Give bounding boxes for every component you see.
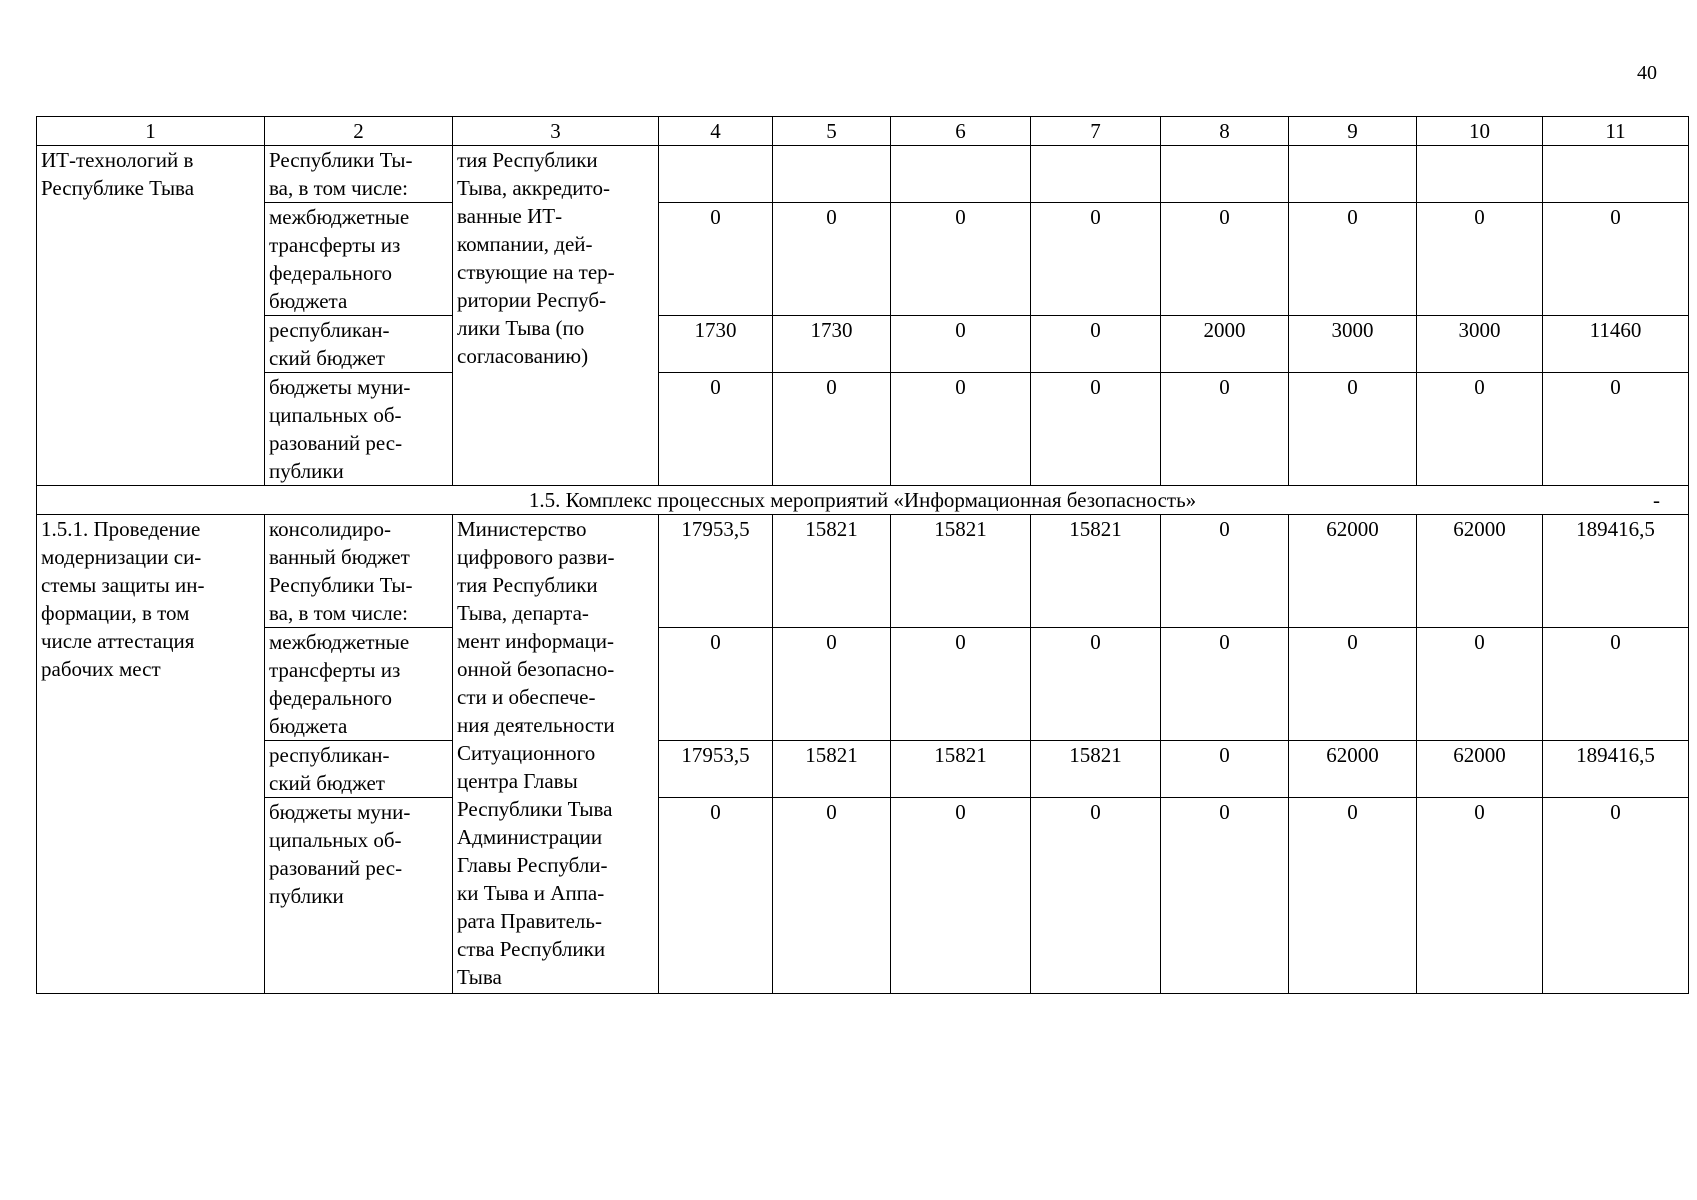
value-cell: 0 bbox=[1543, 798, 1689, 994]
value-cell: 0 bbox=[1289, 628, 1417, 741]
value-cell: 0 bbox=[659, 628, 773, 741]
header-cell: 11 bbox=[1543, 117, 1689, 146]
source-text: межбюджетные трансферты из федерального бюджета bbox=[269, 630, 410, 738]
source-text: консолидиро- ванный бюджет Республики Ты- ва, в том числе: bbox=[269, 517, 413, 625]
value-cell bbox=[891, 146, 1031, 203]
value-cell: 15821 bbox=[891, 741, 1031, 798]
value-cell: 0 bbox=[659, 203, 773, 316]
value-cell: 0 bbox=[891, 203, 1031, 316]
value-cell: 189416,5 bbox=[1543, 515, 1689, 628]
value-cell: 0 bbox=[773, 203, 891, 316]
value-cell: 0 bbox=[1031, 628, 1161, 741]
source-text: бюджеты муни- ципальных об- разований рес- публики bbox=[269, 800, 411, 908]
value-cell: 62000 bbox=[1289, 741, 1417, 798]
header-cell: 8 bbox=[1161, 117, 1289, 146]
table-row bbox=[37, 316, 1689, 373]
value-cell: 1730 bbox=[773, 316, 891, 373]
value-cell: 0 bbox=[659, 798, 773, 994]
value-cell: 0 bbox=[1417, 373, 1543, 486]
source-cell bbox=[265, 373, 453, 486]
table-row bbox=[37, 741, 1689, 798]
value-cell: 17953,5 bbox=[659, 741, 773, 798]
value-cell: 0 bbox=[1417, 628, 1543, 741]
header-cell: 6 bbox=[891, 117, 1031, 146]
value-cell: 0 bbox=[659, 373, 773, 486]
source-text: республикан- ский бюджет bbox=[269, 318, 390, 370]
section-title: 1.5. Комплекс процессных мероприятий «Информационная безопасность» bbox=[528, 488, 1197, 512]
measure-cell bbox=[37, 146, 265, 486]
source-cell bbox=[265, 741, 453, 798]
value-cell: 0 bbox=[1031, 373, 1161, 486]
value-cell: 0 bbox=[1161, 373, 1289, 486]
value-cell: 2000 bbox=[1161, 316, 1289, 373]
header-row bbox=[37, 117, 1689, 146]
table-row bbox=[37, 373, 1689, 486]
source-cell bbox=[265, 798, 453, 994]
value-cell: 0 bbox=[773, 798, 891, 994]
value-cell: 0 bbox=[1161, 628, 1289, 741]
budget-table bbox=[36, 116, 1689, 994]
source-cell bbox=[265, 316, 453, 373]
executor-cell bbox=[453, 146, 659, 486]
value-cell: 0 bbox=[891, 373, 1031, 486]
value-cell: 0 bbox=[1543, 373, 1689, 486]
value-cell: 0 bbox=[1031, 316, 1161, 373]
value-cell: 0 bbox=[1289, 798, 1417, 994]
value-cell: 3000 bbox=[1289, 316, 1417, 373]
value-cell: 15821 bbox=[1031, 515, 1161, 628]
table-row bbox=[37, 146, 1689, 203]
measure-cell bbox=[37, 515, 265, 994]
table-row bbox=[37, 628, 1689, 741]
header-cell: 1 bbox=[37, 117, 265, 146]
value-cell: 0 bbox=[891, 798, 1031, 994]
value-cell: 0 bbox=[1289, 203, 1417, 316]
value-cell bbox=[659, 146, 773, 203]
value-cell: 17953,5 bbox=[659, 515, 773, 628]
value-cell: 0 bbox=[773, 373, 891, 486]
value-cell bbox=[1031, 146, 1161, 203]
value-cell: 189416,5 bbox=[1543, 741, 1689, 798]
value-cell: 0 bbox=[1031, 798, 1161, 994]
value-cell: 0 bbox=[1417, 203, 1543, 316]
value-cell bbox=[1161, 146, 1289, 203]
value-cell: 0 bbox=[891, 628, 1031, 741]
value-cell: 62000 bbox=[1417, 741, 1543, 798]
header-cell: 4 bbox=[659, 117, 773, 146]
section-dash: - bbox=[1653, 488, 1660, 512]
source-text: Республики Ты- ва, в том числе: bbox=[269, 148, 413, 200]
section-row bbox=[37, 486, 1689, 515]
value-cell: 62000 bbox=[1417, 515, 1543, 628]
measure-text: ИТ-технологий в Республике Тыва bbox=[41, 148, 195, 200]
measure-text: 1.5.1. Проведение модернизации си- стемы защиты ин- формации, в том числе аттестация рабочих мест bbox=[41, 517, 205, 681]
value-cell: 0 bbox=[1161, 741, 1289, 798]
source-cell bbox=[265, 515, 453, 628]
value-cell: 0 bbox=[891, 316, 1031, 373]
value-cell: 0 bbox=[1161, 515, 1289, 628]
value-cell: 0 bbox=[1417, 798, 1543, 994]
table-row bbox=[37, 515, 1689, 628]
source-cell bbox=[265, 628, 453, 741]
header-cell: 3 bbox=[453, 117, 659, 146]
executor-text: тия Республики Тыва, аккредито- ванные ИТ- компании, дей- ствующие на тер- ритории Респуб- лики Тыва (по согласованию) bbox=[457, 148, 615, 368]
executor-text: Министерство цифрового разви- тия Республики Тыва, департа- мент информаци- онной безопасно- сти и обеспече- ния деятельности Ситуационного центра Главы Республики Тыва Администрации Главы Республи- ки Тыва и Аппа- рата Правитель- ства Республики Тыва bbox=[457, 517, 615, 989]
value-cell: 15821 bbox=[891, 515, 1031, 628]
value-cell: 0 bbox=[1289, 373, 1417, 486]
source-text: бюджеты муни- ципальных об- разований рес- публики bbox=[269, 375, 411, 483]
source-text: межбюджетные трансферты из федерального бюджета bbox=[269, 205, 410, 313]
source-cell bbox=[265, 203, 453, 316]
value-cell: 0 bbox=[1031, 203, 1161, 316]
value-cell: 15821 bbox=[773, 515, 891, 628]
header-cell: 5 bbox=[773, 117, 891, 146]
value-cell: 0 bbox=[1543, 203, 1689, 316]
value-cell: 15821 bbox=[1031, 741, 1161, 798]
value-cell: 62000 bbox=[1289, 515, 1417, 628]
value-cell: 1730 bbox=[659, 316, 773, 373]
value-cell: 0 bbox=[1161, 203, 1289, 316]
value-cell bbox=[1289, 146, 1417, 203]
value-cell bbox=[1543, 146, 1689, 203]
value-cell: 0 bbox=[1161, 798, 1289, 994]
page-number: 40 bbox=[1637, 62, 1657, 84]
value-cell: 11460 bbox=[1543, 316, 1689, 373]
source-text: республикан- ский бюджет bbox=[269, 743, 390, 795]
header-cell: 9 bbox=[1289, 117, 1417, 146]
table-row bbox=[37, 798, 1689, 994]
value-cell: 0 bbox=[1543, 628, 1689, 741]
value-cell: 3000 bbox=[1417, 316, 1543, 373]
value-cell bbox=[1417, 146, 1543, 203]
executor-cell bbox=[453, 515, 659, 994]
value-cell: 15821 bbox=[773, 741, 891, 798]
section-title-cell bbox=[37, 486, 1689, 515]
source-cell bbox=[265, 146, 453, 203]
value-cell bbox=[773, 146, 891, 203]
header-cell: 10 bbox=[1417, 117, 1543, 146]
header-cell: 2 bbox=[265, 117, 453, 146]
table-row bbox=[37, 203, 1689, 316]
value-cell: 0 bbox=[773, 628, 891, 741]
header-cell: 7 bbox=[1031, 117, 1161, 146]
